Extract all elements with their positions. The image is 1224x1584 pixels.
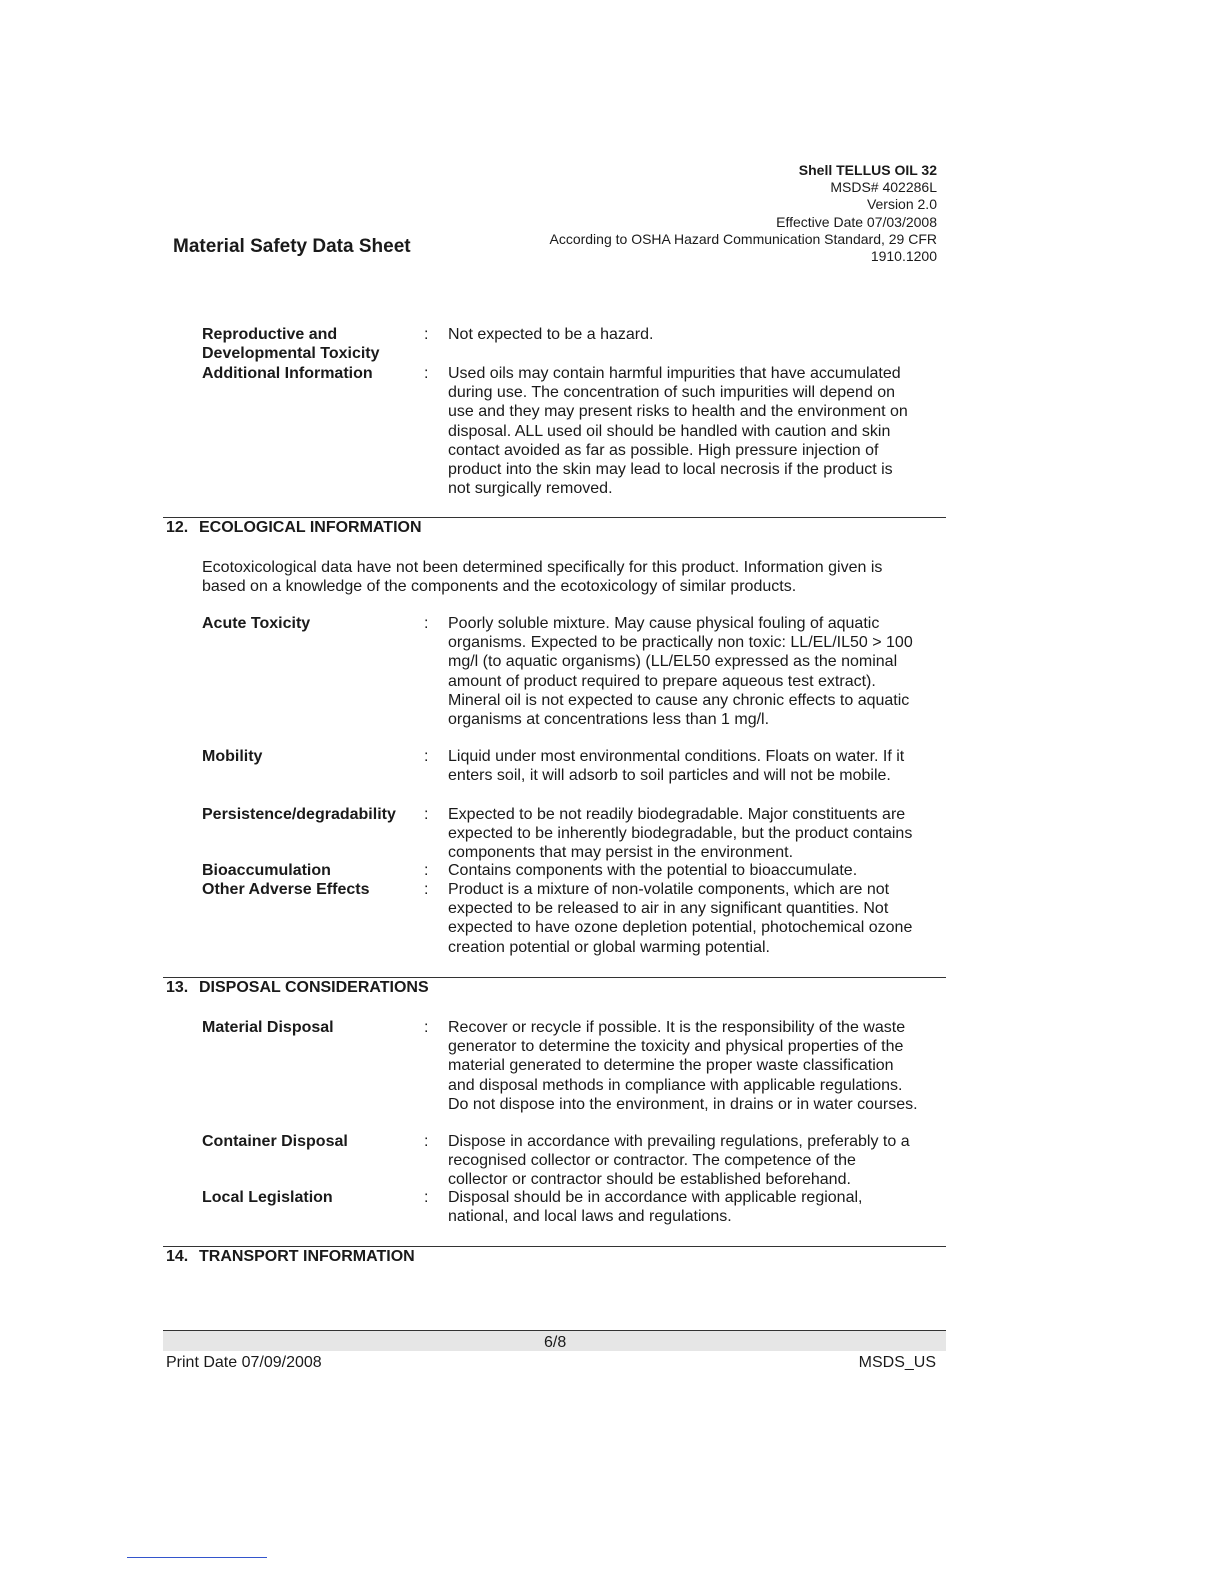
mobility-value: Liquid under most environmental conditions. Floats on water. If it enters soil, it will adsorb to soil particles and will not be mobile. <box>448 748 905 785</box>
mobility-label: Mobility <box>202 748 263 765</box>
bioaccumulation-label: Bioaccumulation <box>202 862 331 879</box>
colon: : <box>424 365 429 382</box>
footnote-rule <box>127 1557 267 1558</box>
colon: : <box>424 1133 429 1150</box>
repro-tox-value: Not expected to be a hazard. <box>448 326 654 343</box>
material-disposal-value: Recover or recycle if possible. It is the responsibility of the waste generator to determine the toxicity and physical properties of the material generated to determine the proper waste classification and disposal methods in compliance with applicable regulations. Do not dispose into the environment, in drains or in water courses. <box>448 1019 918 1113</box>
colon: : <box>424 881 429 898</box>
additional-info-label: Additional Information <box>202 365 373 382</box>
header-product-block <box>549 162 937 265</box>
section-title: ECOLOGICAL INFORMATION <box>199 519 422 536</box>
container-disposal-label: Container Disposal <box>202 1133 348 1150</box>
colon: : <box>424 1019 429 1036</box>
colon: : <box>424 748 429 765</box>
section-number: 14. <box>166 1248 189 1265</box>
section-13-heading <box>166 979 429 997</box>
acute-toxicity-label: Acute Toxicity <box>202 615 311 632</box>
additional-info-value: Used oils may contain harmful impurities that have accumulated during use. The concentration of such impurities will depend on use and they may present risks to health and the environment on disposal. ALL used oil should be handled with caution and skin contact avoided as far as possible. High pressure injection of product into the skin may lead to local necrosis if the product is not surgically removed. <box>448 365 908 498</box>
osha-standard-line-2: 1910.1200 <box>870 248 937 265</box>
section-divider <box>163 1246 946 1247</box>
colon: : <box>424 862 429 879</box>
page-number: 6/8 <box>544 1334 567 1351</box>
material-disposal-label: Material Disposal <box>202 1019 334 1036</box>
repro-tox-label: Reproductive and Developmental Toxicity <box>202 326 380 363</box>
bioaccumulation-value: Contains components with the potential to bioaccumulate. <box>448 862 858 879</box>
section-divider <box>163 977 946 978</box>
persistence-label: Persistence/degradability <box>202 806 396 823</box>
version: Version 2.0 <box>866 196 937 213</box>
product-name: Shell TELLUS OIL 32 <box>798 162 937 178</box>
acute-toxicity-value: Poorly soluble mixture. May cause physical fouling of aquatic organisms. Expected to be practically non toxic: LL/EL/IL50 > 100 mg/l (to aquatic organisms) (LL/EL50 expressed as the nominal amount of product required to prepare aqueous test extract). Mineral oil is not expected to cause any chronic effects to aquatic organisms at concentrations less than 1 mg/l. <box>448 615 913 729</box>
section-title: TRANSPORT INFORMATION <box>199 1248 415 1265</box>
document-title: Material Safety Data Sheet <box>173 236 411 257</box>
container-disposal-value: Dispose in accordance with prevailing regulations, preferably to a recognised collector or contractor. The competence of the collector or contractor should be established beforehand. <box>448 1133 910 1189</box>
persistence-value: Expected to be not readily biodegradable. Major constituents are expected to be inherently biodegradable, but the product contains components that may persist in the environment. <box>448 806 913 862</box>
colon: : <box>424 1189 429 1206</box>
section-number: 13. <box>166 979 189 996</box>
colon: : <box>424 615 429 632</box>
osha-standard-line-1: According to OSHA Hazard Communication Standard, 29 CFR <box>549 230 937 247</box>
local-legislation-value: Disposal should be in accordance with applicable regional, national, and local laws and regulations. <box>448 1189 863 1226</box>
form-code: MSDS_US <box>858 1354 936 1371</box>
effective-date: Effective Date 07/03/2008 <box>776 213 937 230</box>
local-legislation-label: Local Legislation <box>202 1189 333 1206</box>
other-adverse-effects-label: Other Adverse Effects <box>202 881 370 898</box>
section-14-heading <box>166 1248 415 1266</box>
section-number: 12. <box>166 519 189 536</box>
section-title: DISPOSAL CONSIDERATIONS <box>199 979 429 996</box>
print-date: Print Date 07/09/2008 <box>166 1354 322 1371</box>
section-12-heading <box>166 519 422 537</box>
msds-number: MSDS# 402286L <box>830 179 937 196</box>
other-adverse-effects-value: Product is a mixture of non-volatile components, which are not expected to be released to air in any significant quantities. Not expected to have ozone depletion potential, photochemical ozone creation potential or global warming potential. <box>448 881 913 956</box>
ecological-intro: Ecotoxicological data have not been determined specifically for this product. Information given is based on a knowledge of the components and the ecotoxicology of similar products. <box>202 559 883 596</box>
section-divider <box>163 517 946 518</box>
colon: : <box>424 326 429 343</box>
colon: : <box>424 806 429 823</box>
